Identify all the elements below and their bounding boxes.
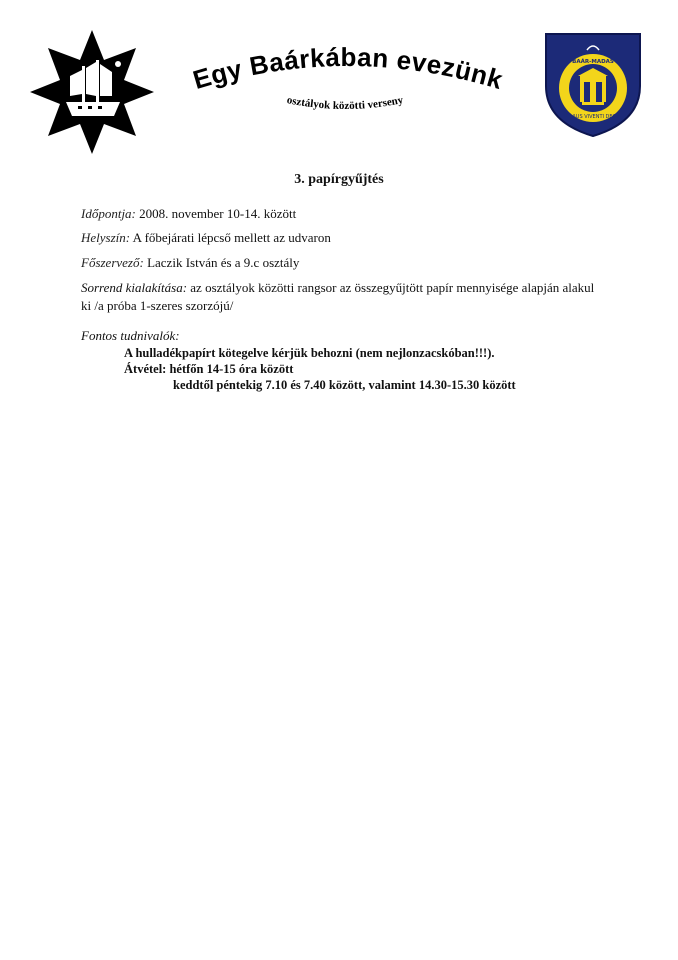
- notes-line-1: A hulladékpapírt kötegelve kérjük behozni (nem nejlonzacskóban!!!).: [124, 346, 495, 360]
- ship-star-logo: [30, 30, 154, 154]
- organizer-line: [81, 255, 299, 271]
- crest-top-text: BAÁR-MADAS: [572, 59, 614, 65]
- organizer-value: Laczik István és a 9.c osztály: [143, 255, 300, 270]
- subtitle-arc: [270, 90, 420, 120]
- place-value: A főbejárati lépcső mellett az udvaron: [130, 230, 331, 245]
- date-line: [81, 206, 296, 222]
- notes-line-3: keddtől péntekig 7.10 és 7.40 között, valamint 14.30-15.30 között: [173, 378, 516, 392]
- place-label: Helyszín:: [81, 230, 131, 245]
- event-heading: 3. papírgyűjtés: [294, 172, 384, 187]
- date-value: 2008. november 10-14. között: [135, 206, 297, 221]
- svg-text:Egy Baárkában evezünk: [189, 42, 506, 95]
- school-crest-logo: [542, 30, 644, 138]
- header-subtitle: osztályok közötti verseny: [285, 94, 405, 113]
- notes-label: Fontos tudnivalók:: [81, 328, 180, 343]
- order-paragraph: [81, 279, 601, 315]
- svg-text:osztályok közötti verseny: [286, 94, 405, 112]
- place-line: [81, 230, 331, 246]
- crest-bottom-text: LAUS VIVENTI DEO: [569, 114, 617, 120]
- notes-line-2: Átvétel: hétfőn 14-15 óra között: [124, 362, 294, 376]
- organizer-label: Főszervező:: [81, 255, 144, 270]
- order-value: az osztályok közötti rangsor az összegyűjtött papír mennyisége alapján alakul ki /a próba 1-szeres szorzójú/: [81, 280, 595, 313]
- order-label: Sorrend kialakítása:: [81, 280, 188, 295]
- header-title: Egy Baárkában evezünk: [189, 41, 507, 96]
- date-label: Időpontja:: [81, 206, 136, 221]
